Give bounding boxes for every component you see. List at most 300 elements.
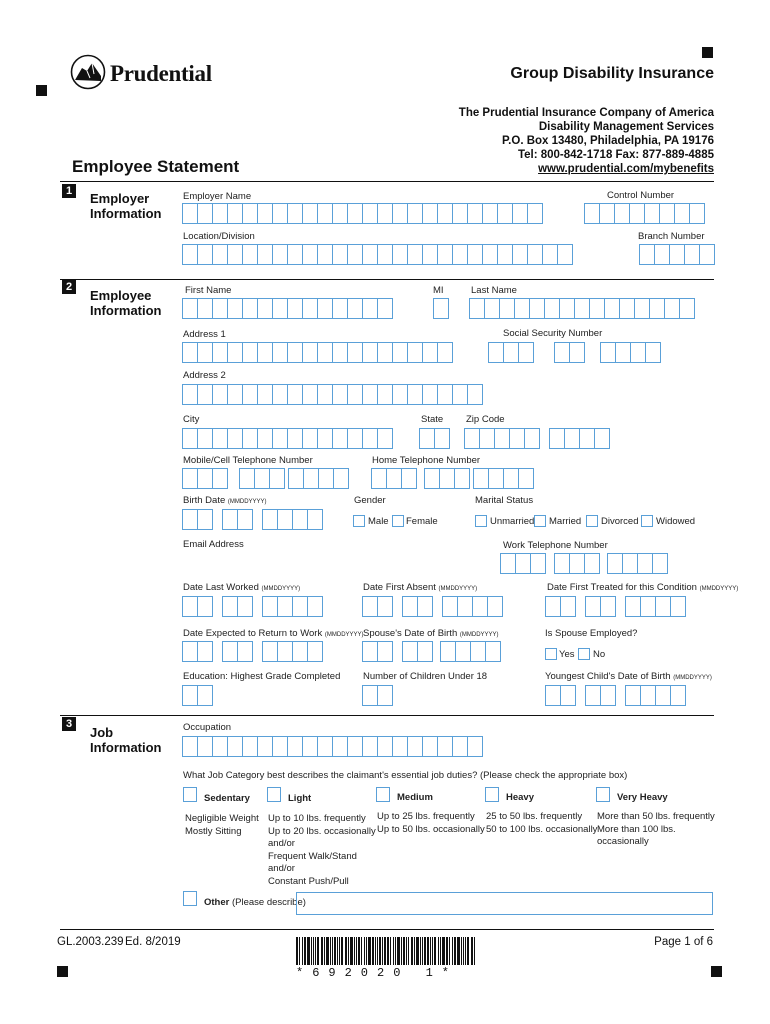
input-cell[interactable] (197, 244, 213, 265)
input-cell[interactable] (242, 428, 258, 449)
input-cell[interactable] (182, 244, 198, 265)
input-cell[interactable] (497, 244, 513, 265)
work-area-code[interactable] (500, 553, 546, 574)
input-cell[interactable] (484, 298, 500, 319)
female-checkbox[interactable] (392, 515, 404, 527)
input-cell[interactable] (371, 468, 387, 489)
input-cell[interactable] (227, 203, 243, 224)
input-cell[interactable] (182, 596, 198, 617)
input-cell[interactable] (287, 244, 303, 265)
input-cell[interactable] (670, 685, 686, 706)
first-absent-year[interactable] (442, 596, 503, 617)
input-cell[interactable] (287, 342, 303, 363)
input-cell[interactable] (257, 384, 273, 405)
input-cell[interactable] (392, 203, 408, 224)
input-cell[interactable] (269, 468, 285, 489)
input-cell[interactable] (630, 342, 646, 363)
state-field[interactable] (419, 428, 450, 449)
input-cell[interactable] (479, 428, 495, 449)
first-absent-day[interactable] (402, 596, 433, 617)
input-cell[interactable] (197, 685, 213, 706)
input-cell[interactable] (607, 553, 623, 574)
input-cell[interactable] (302, 203, 318, 224)
input-cell[interactable] (639, 244, 655, 265)
input-cell[interactable] (212, 342, 228, 363)
first-treated-year[interactable] (625, 596, 686, 617)
input-cell[interactable] (569, 342, 585, 363)
input-cell[interactable] (302, 384, 318, 405)
input-cell[interactable] (227, 384, 243, 405)
input-cell[interactable] (222, 596, 238, 617)
input-cell[interactable] (649, 298, 665, 319)
input-cell[interactable] (377, 736, 393, 757)
input-cell[interactable] (407, 244, 423, 265)
work-prefix[interactable] (554, 553, 600, 574)
input-cell[interactable] (472, 596, 488, 617)
input-cell[interactable] (317, 384, 333, 405)
input-cell[interactable] (242, 298, 258, 319)
input-cell[interactable] (467, 244, 483, 265)
input-cell[interactable] (197, 342, 213, 363)
input-cell[interactable] (332, 244, 348, 265)
input-cell[interactable] (407, 342, 423, 363)
youngest-year[interactable] (625, 685, 686, 706)
home-prefix[interactable] (424, 468, 470, 489)
input-cell[interactable] (544, 298, 560, 319)
input-cell[interactable] (407, 384, 423, 405)
input-cell[interactable] (239, 468, 255, 489)
input-cell[interactable] (542, 244, 558, 265)
input-cell[interactable] (659, 203, 675, 224)
divorced-checkbox[interactable] (586, 515, 598, 527)
input-cell[interactable] (604, 298, 620, 319)
input-cell[interactable] (512, 203, 528, 224)
input-cell[interactable] (392, 342, 408, 363)
spouse-dob-day[interactable] (402, 641, 433, 662)
input-cell[interactable] (589, 298, 605, 319)
input-cell[interactable] (422, 342, 438, 363)
input-cell[interactable] (362, 428, 378, 449)
input-cell[interactable] (182, 685, 198, 706)
input-cell[interactable] (242, 736, 258, 757)
control-number-field[interactable] (584, 203, 705, 224)
unmarried-checkbox[interactable] (475, 515, 487, 527)
input-cell[interactable] (272, 203, 288, 224)
mobile-area-code[interactable] (182, 468, 228, 489)
input-cell[interactable] (407, 203, 423, 224)
very-heavy-checkbox[interactable] (596, 787, 610, 802)
input-cell[interactable] (386, 468, 402, 489)
input-cell[interactable] (377, 596, 393, 617)
input-cell[interactable] (292, 596, 308, 617)
input-cell[interactable] (401, 468, 417, 489)
input-cell[interactable] (332, 298, 348, 319)
input-cell[interactable] (332, 384, 348, 405)
input-cell[interactable] (362, 641, 378, 662)
input-cell[interactable] (407, 736, 423, 757)
input-cell[interactable] (625, 685, 641, 706)
input-cell[interactable] (487, 596, 503, 617)
input-cell[interactable] (634, 298, 650, 319)
input-cell[interactable] (272, 244, 288, 265)
mobile-line[interactable] (288, 468, 349, 489)
input-cell[interactable] (422, 736, 438, 757)
input-cell[interactable] (584, 553, 600, 574)
birth-year[interactable] (262, 509, 323, 530)
input-cell[interactable] (422, 203, 438, 224)
input-cell[interactable] (227, 428, 243, 449)
male-checkbox[interactable] (353, 515, 365, 527)
children-field[interactable] (362, 685, 393, 706)
input-cell[interactable] (454, 468, 470, 489)
input-cell[interactable] (212, 384, 228, 405)
input-cell[interactable] (422, 244, 438, 265)
input-cell[interactable] (272, 298, 288, 319)
input-cell[interactable] (197, 736, 213, 757)
input-cell[interactable] (437, 203, 453, 224)
input-cell[interactable] (424, 468, 440, 489)
input-cell[interactable] (524, 428, 540, 449)
input-cell[interactable] (362, 203, 378, 224)
input-cell[interactable] (262, 596, 278, 617)
input-cell[interactable] (674, 203, 690, 224)
input-cell[interactable] (347, 244, 363, 265)
input-cell[interactable] (564, 428, 580, 449)
input-cell[interactable] (317, 298, 333, 319)
input-cell[interactable] (222, 509, 238, 530)
input-cell[interactable] (242, 203, 258, 224)
input-cell[interactable] (684, 244, 700, 265)
input-cell[interactable] (303, 468, 319, 489)
input-cell[interactable] (262, 641, 278, 662)
input-cell[interactable] (212, 736, 228, 757)
input-cell[interactable] (227, 736, 243, 757)
input-cell[interactable] (197, 203, 213, 224)
input-cell[interactable] (307, 596, 323, 617)
input-cell[interactable] (302, 342, 318, 363)
input-cell[interactable] (347, 736, 363, 757)
input-cell[interactable] (482, 203, 498, 224)
input-cell[interactable] (619, 298, 635, 319)
input-cell[interactable] (530, 553, 546, 574)
married-checkbox[interactable] (534, 515, 546, 527)
home-line[interactable] (473, 468, 534, 489)
input-cell[interactable] (197, 298, 213, 319)
sedentary-checkbox[interactable] (183, 787, 197, 802)
input-cell[interactable] (422, 384, 438, 405)
youngest-day[interactable] (585, 685, 616, 706)
input-cell[interactable] (317, 244, 333, 265)
input-cell[interactable] (197, 428, 213, 449)
last-name-field[interactable] (469, 298, 695, 319)
input-cell[interactable] (197, 641, 213, 662)
input-cell[interactable] (318, 468, 334, 489)
input-cell[interactable] (527, 203, 543, 224)
input-cell[interactable] (569, 553, 585, 574)
input-cell[interactable] (488, 342, 504, 363)
input-cell[interactable] (302, 428, 318, 449)
input-cell[interactable] (689, 203, 705, 224)
input-cell[interactable] (392, 244, 408, 265)
input-cell[interactable] (640, 685, 656, 706)
input-cell[interactable] (485, 641, 501, 662)
input-cell[interactable] (437, 342, 453, 363)
input-cell[interactable] (197, 509, 213, 530)
input-cell[interactable] (500, 553, 516, 574)
other-checkbox[interactable] (183, 891, 197, 906)
first-name-field[interactable] (182, 298, 393, 319)
input-cell[interactable] (467, 384, 483, 405)
input-cell[interactable] (362, 736, 378, 757)
input-cell[interactable] (529, 298, 545, 319)
input-cell[interactable] (257, 428, 273, 449)
input-cell[interactable] (464, 428, 480, 449)
input-cell[interactable] (503, 468, 519, 489)
input-cell[interactable] (518, 342, 534, 363)
input-cell[interactable] (549, 428, 565, 449)
input-cell[interactable] (242, 342, 258, 363)
input-cell[interactable] (392, 736, 408, 757)
input-cell[interactable] (292, 509, 308, 530)
input-cell[interactable] (654, 244, 670, 265)
input-cell[interactable] (317, 736, 333, 757)
input-cell[interactable] (277, 641, 293, 662)
spouse-employed-yes-checkbox[interactable] (545, 648, 557, 660)
input-cell[interactable] (625, 596, 641, 617)
input-cell[interactable] (332, 342, 348, 363)
input-cell[interactable] (182, 298, 198, 319)
input-cell[interactable] (437, 384, 453, 405)
other-description-input[interactable] (296, 892, 713, 915)
input-cell[interactable] (237, 509, 253, 530)
zip-field[interactable] (464, 428, 540, 449)
input-cell[interactable] (455, 641, 471, 662)
last-worked-year[interactable] (262, 596, 323, 617)
input-cell[interactable] (377, 428, 393, 449)
occupation-field[interactable] (182, 736, 483, 757)
first-treated-day[interactable] (585, 596, 616, 617)
input-cell[interactable] (594, 428, 610, 449)
input-cell[interactable] (584, 203, 600, 224)
input-cell[interactable] (679, 298, 695, 319)
ssn-part1[interactable] (488, 342, 534, 363)
input-cell[interactable] (585, 685, 601, 706)
input-cell[interactable] (664, 298, 680, 319)
input-cell[interactable] (362, 244, 378, 265)
input-cell[interactable] (287, 736, 303, 757)
input-cell[interactable] (257, 342, 273, 363)
input-cell[interactable] (557, 244, 573, 265)
ssn-part2[interactable] (554, 342, 585, 363)
input-cell[interactable] (554, 553, 570, 574)
input-cell[interactable] (237, 596, 253, 617)
heavy-checkbox[interactable] (485, 787, 499, 802)
input-cell[interactable] (600, 596, 616, 617)
education-field[interactable] (182, 685, 213, 706)
input-cell[interactable] (307, 509, 323, 530)
input-cell[interactable] (257, 244, 273, 265)
input-cell[interactable] (227, 244, 243, 265)
input-cell[interactable] (317, 342, 333, 363)
input-cell[interactable] (302, 298, 318, 319)
input-cell[interactable] (599, 203, 615, 224)
input-cell[interactable] (437, 736, 453, 757)
input-cell[interactable] (473, 468, 489, 489)
input-cell[interactable] (227, 342, 243, 363)
input-cell[interactable] (292, 641, 308, 662)
input-cell[interactable] (257, 298, 273, 319)
input-cell[interactable] (287, 203, 303, 224)
input-cell[interactable] (482, 244, 498, 265)
input-cell[interactable] (197, 596, 213, 617)
input-cell[interactable] (377, 244, 393, 265)
youngest-month[interactable] (545, 685, 576, 706)
input-cell[interactable] (333, 468, 349, 489)
input-cell[interactable] (212, 203, 228, 224)
work-line[interactable] (607, 553, 668, 574)
input-cell[interactable] (377, 342, 393, 363)
input-cell[interactable] (227, 298, 243, 319)
input-cell[interactable] (545, 596, 561, 617)
input-cell[interactable] (655, 685, 671, 706)
input-cell[interactable] (640, 596, 656, 617)
home-area-code[interactable] (371, 468, 417, 489)
spouse-employed-no-checkbox[interactable] (578, 648, 590, 660)
input-cell[interactable] (377, 384, 393, 405)
input-cell[interactable] (402, 641, 418, 662)
input-cell[interactable] (470, 641, 486, 662)
spouse-dob-month[interactable] (362, 641, 393, 662)
input-cell[interactable] (222, 641, 238, 662)
input-cell[interactable] (257, 736, 273, 757)
first-absent-month[interactable] (362, 596, 393, 617)
input-cell[interactable] (182, 468, 198, 489)
input-cell[interactable] (197, 468, 213, 489)
input-cell[interactable] (629, 203, 645, 224)
input-cell[interactable] (272, 342, 288, 363)
widowed-checkbox[interactable] (641, 515, 653, 527)
input-cell[interactable] (439, 468, 455, 489)
input-cell[interactable] (377, 641, 393, 662)
input-cell[interactable] (212, 298, 228, 319)
input-cell[interactable] (434, 428, 450, 449)
input-cell[interactable] (317, 203, 333, 224)
input-cell[interactable] (277, 596, 293, 617)
input-cell[interactable] (272, 736, 288, 757)
input-cell[interactable] (644, 203, 660, 224)
input-cell[interactable] (362, 596, 378, 617)
input-cell[interactable] (637, 553, 653, 574)
input-cell[interactable] (272, 384, 288, 405)
input-cell[interactable] (347, 428, 363, 449)
input-cell[interactable] (452, 736, 468, 757)
input-cell[interactable] (440, 641, 456, 662)
input-cell[interactable] (332, 428, 348, 449)
input-cell[interactable] (600, 342, 616, 363)
medium-checkbox[interactable] (376, 787, 390, 802)
return-day[interactable] (222, 641, 253, 662)
input-cell[interactable] (614, 203, 630, 224)
input-cell[interactable] (302, 244, 318, 265)
input-cell[interactable] (600, 685, 616, 706)
input-cell[interactable] (212, 468, 228, 489)
input-cell[interactable] (615, 342, 631, 363)
input-cell[interactable] (392, 384, 408, 405)
input-cell[interactable] (377, 298, 393, 319)
employer-name-field[interactable] (182, 203, 543, 224)
input-cell[interactable] (622, 553, 638, 574)
input-cell[interactable] (347, 203, 363, 224)
first-treated-month[interactable] (545, 596, 576, 617)
input-cell[interactable] (362, 685, 378, 706)
input-cell[interactable] (362, 384, 378, 405)
input-cell[interactable] (437, 244, 453, 265)
input-cell[interactable] (419, 428, 435, 449)
input-cell[interactable] (377, 685, 393, 706)
input-cell[interactable] (417, 641, 433, 662)
input-cell[interactable] (362, 298, 378, 319)
input-cell[interactable] (317, 428, 333, 449)
input-cell[interactable] (377, 203, 393, 224)
input-cell[interactable] (670, 596, 686, 617)
input-cell[interactable] (669, 244, 685, 265)
zip-ext-field[interactable] (549, 428, 610, 449)
last-worked-month[interactable] (182, 596, 213, 617)
input-cell[interactable] (362, 342, 378, 363)
input-cell[interactable] (182, 428, 198, 449)
input-cell[interactable] (197, 384, 213, 405)
branch-number-field[interactable] (639, 244, 715, 265)
input-cell[interactable] (212, 428, 228, 449)
input-cell[interactable] (417, 596, 433, 617)
input-cell[interactable] (527, 244, 543, 265)
input-cell[interactable] (645, 342, 661, 363)
input-cell[interactable] (515, 553, 531, 574)
input-cell[interactable] (212, 244, 228, 265)
input-cell[interactable] (347, 384, 363, 405)
input-cell[interactable] (499, 298, 515, 319)
input-cell[interactable] (560, 596, 576, 617)
input-cell[interactable] (257, 203, 273, 224)
input-cell[interactable] (655, 596, 671, 617)
input-cell[interactable] (302, 736, 318, 757)
address1-field[interactable] (182, 342, 453, 363)
input-cell[interactable] (182, 736, 198, 757)
input-cell[interactable] (287, 298, 303, 319)
input-cell[interactable] (585, 596, 601, 617)
input-cell[interactable] (182, 203, 198, 224)
birth-day[interactable] (222, 509, 253, 530)
input-cell[interactable] (509, 428, 525, 449)
input-cell[interactable] (182, 641, 198, 662)
input-cell[interactable] (560, 685, 576, 706)
city-field[interactable] (182, 428, 393, 449)
input-cell[interactable] (237, 641, 253, 662)
mobile-prefix[interactable] (239, 468, 285, 489)
input-cell[interactable] (254, 468, 270, 489)
input-cell[interactable] (402, 596, 418, 617)
return-month[interactable] (182, 641, 213, 662)
input-cell[interactable] (307, 641, 323, 662)
input-cell[interactable] (262, 509, 278, 530)
input-cell[interactable] (332, 203, 348, 224)
input-cell[interactable] (452, 384, 468, 405)
input-cell[interactable] (652, 553, 668, 574)
input-cell[interactable] (467, 736, 483, 757)
last-worked-day[interactable] (222, 596, 253, 617)
input-cell[interactable] (545, 685, 561, 706)
input-cell[interactable] (182, 509, 198, 530)
